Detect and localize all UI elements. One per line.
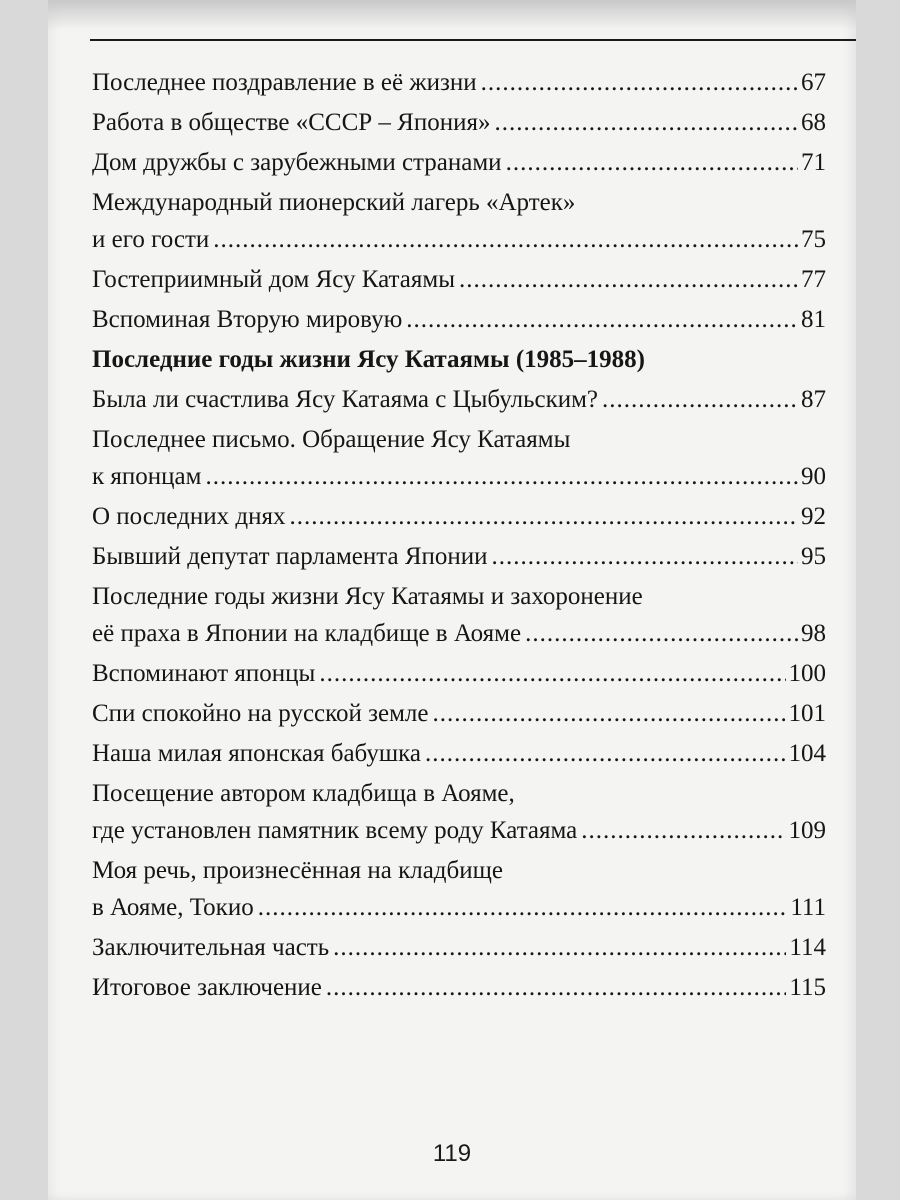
toc-page-number: 92 (801, 503, 826, 530)
toc-entry-title: Вспоминая Вторую мировую (92, 306, 403, 333)
page-number: 119 (432, 1140, 472, 1167)
toc-page-number: 109 (788, 817, 826, 844)
toc-page-number: 114 (789, 934, 826, 961)
dot-leader (333, 929, 786, 966)
toc-entry-title-line: Последнее письмо. Обращение Ясу Катаямы (92, 426, 571, 453)
toc-entry-title: О последних днях (92, 503, 286, 530)
toc-entry-title-line: Моя речь, произнесённая на кладбище (92, 857, 503, 884)
dot-leader (406, 301, 798, 338)
dot-leader (602, 381, 798, 418)
toc-entry (92, 498, 826, 535)
toc-entry (92, 301, 826, 338)
book-page (48, 0, 856, 1200)
toc-page-number: 81 (801, 306, 826, 333)
toc-page-number: 111 (790, 894, 826, 921)
toc-entry-title: Заключительная часть (92, 934, 330, 961)
toc-page-number: 100 (788, 660, 826, 687)
toc-section-heading (92, 341, 826, 378)
toc-entry (92, 104, 826, 141)
toc-entry-title: где установлен памятник всему роду Катаяма (92, 817, 578, 844)
toc-entry-title: Итоговое заключение (92, 974, 322, 1001)
toc-page-number: 90 (801, 463, 826, 490)
toc-page-number: 115 (789, 974, 826, 1001)
toc-entry (92, 261, 826, 298)
toc-entry-title: Наша милая японская бабушка (92, 740, 421, 767)
toc-entry-title: Вспоминают японцы (92, 660, 316, 687)
toc-entry-title: Гостеприимный дом Ясу Катаямы (92, 266, 456, 293)
toc-page-number: 68 (801, 109, 826, 136)
dot-leader (459, 261, 798, 298)
toc-entry-title: к японцам (92, 463, 202, 490)
toc-entry-title: Бывший депутат парламента Японии (92, 543, 488, 570)
toc-entry (92, 929, 826, 966)
toc-entry (92, 64, 826, 101)
toc-entry-title: Дом дружбы с зарубежными странами (92, 149, 502, 176)
table-of-contents (92, 64, 826, 1009)
toc-entry-title: Работа в обществе «СССР – Япония» (92, 109, 491, 136)
toc-entry-title: в Аояме, Токио (92, 894, 254, 921)
toc-entry (92, 655, 826, 692)
section-heading-title: Последние годы жизни Ясу Катаямы (1985–1988) (92, 346, 645, 373)
toc-page-number: 77 (801, 266, 826, 293)
toc-entry-title: Последнее поздравление в её жизни (92, 69, 477, 96)
toc-page-number: 87 (801, 386, 826, 413)
dot-leader (525, 615, 798, 652)
dot-leader (319, 655, 785, 692)
dot-leader (433, 695, 786, 732)
toc-page-number: 98 (801, 620, 826, 647)
dot-leader (481, 64, 798, 101)
toc-entry (92, 184, 826, 258)
dot-leader (213, 221, 798, 258)
toc-entry (92, 735, 826, 772)
toc-page-number: 95 (801, 543, 826, 570)
header-rule (90, 39, 856, 41)
toc-entry (92, 381, 826, 418)
page-top-shadow (48, 0, 856, 30)
toc-entry-title: её праха в Японии на кладбище в Аояме (92, 620, 522, 647)
toc-entry (92, 775, 826, 849)
toc-entry (92, 538, 826, 575)
toc-page-number: 101 (788, 700, 826, 727)
dot-leader (289, 498, 798, 535)
dot-leader (258, 889, 788, 926)
dot-leader (581, 812, 785, 849)
toc-entry (92, 695, 826, 732)
dot-leader (494, 104, 798, 141)
toc-page-number: 75 (801, 226, 826, 253)
toc-entry (92, 144, 826, 181)
toc-entry (92, 969, 826, 1006)
toc-entry-title: Спи спокойно на русской земле (92, 700, 429, 727)
dot-leader (425, 735, 786, 772)
dot-leader (326, 969, 787, 1006)
dot-leader (205, 458, 798, 495)
toc-page-number: 67 (801, 69, 826, 96)
toc-entry-title-line: Последние годы жизни Ясу Катаямы и захоронение (92, 583, 643, 610)
toc-page-number: 104 (788, 740, 826, 767)
toc-entry-title-line: Международный пионерский лагерь «Артек» (92, 189, 576, 216)
dot-leader (492, 538, 798, 575)
toc-entry-title: Была ли счастлива Ясу Катаяма с Цыбульским? (92, 386, 599, 413)
toc-entry (92, 852, 826, 926)
toc-entry-title: и его гости (92, 226, 210, 253)
dot-leader (506, 144, 798, 181)
toc-entry (92, 421, 826, 495)
toc-entry (92, 578, 826, 652)
toc-entry-title-line: Посещение автором кладбища в Аояме, (92, 780, 515, 807)
toc-page-number: 71 (801, 149, 826, 176)
